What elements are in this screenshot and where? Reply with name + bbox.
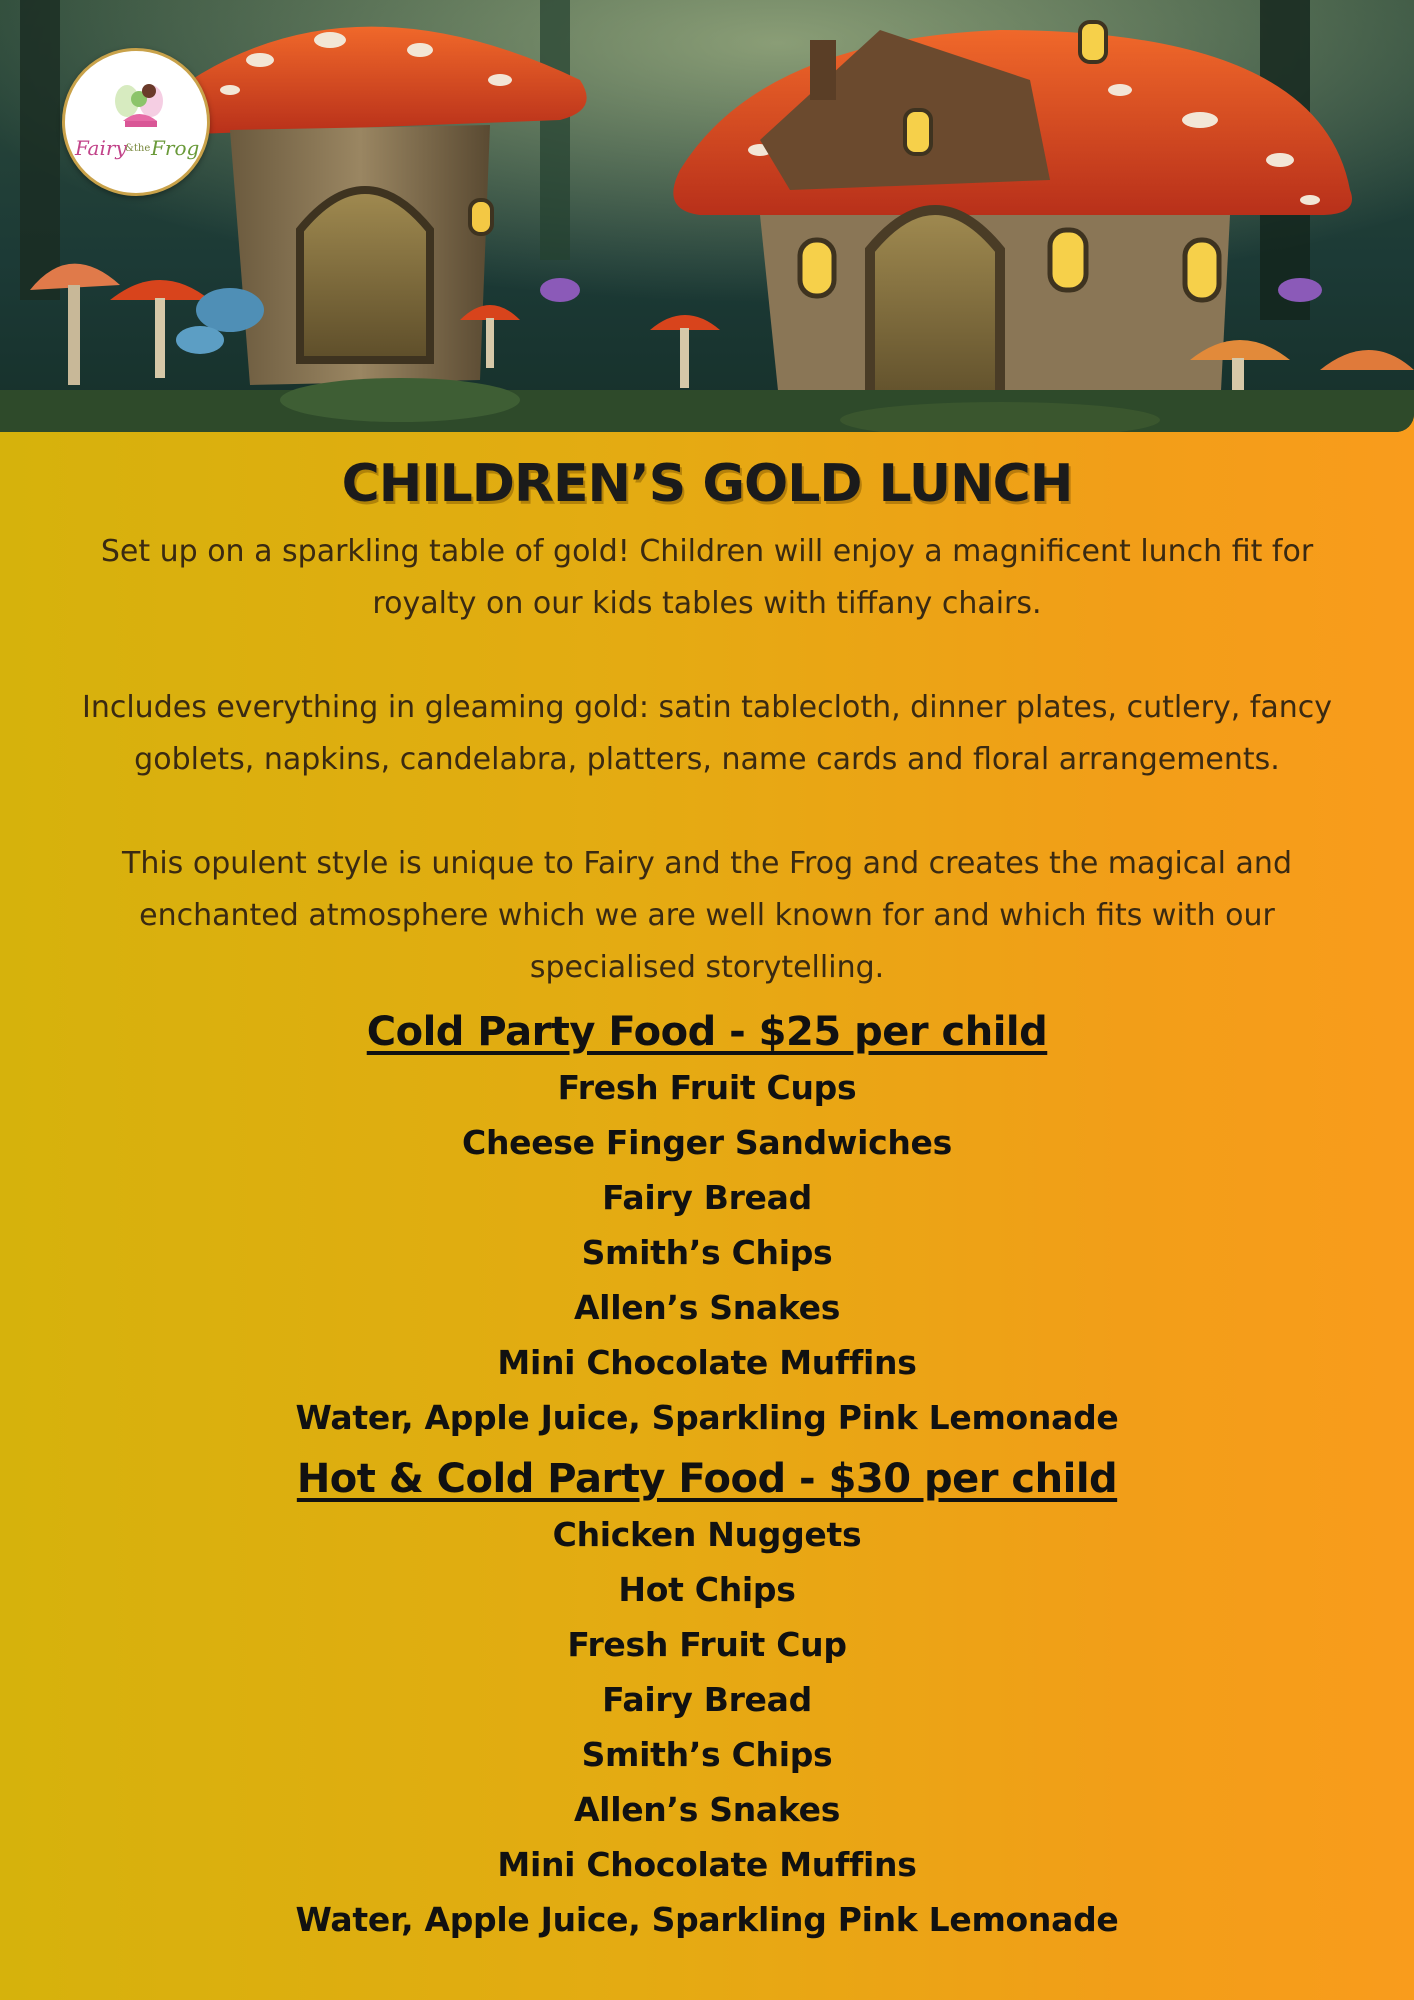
svg-text:Frog: Frog [151, 136, 200, 160]
main-content [0, 432, 1414, 1947]
menu-item: Fresh Fruit Cups [557, 1068, 857, 1107]
svg-text:&the: &the [125, 143, 151, 154]
menu-item: Water, Apple Juice, Sparkling Pink Lemonade [295, 1398, 1119, 1437]
intro-paragraph-2: Includes everything in gleaming gold: satin tablecloth, dinner plates, cutlery, fancy goblets, napkins, candelabra, platters, name cards and floral arrangements. [81, 690, 1333, 777]
intro-paragraph-3: This opulent style is unique to Fairy and the Frog and creates the magical and enchanted atmosphere which we are well known for and which fits with our specialised storytelling. [122, 846, 1292, 985]
svg-text:Fairy: Fairy [75, 136, 127, 160]
menu-item: Hot Chips [618, 1570, 796, 1609]
page-title: CHILDREN’S GOLD LUNCH [341, 454, 1073, 514]
menu-item: Water, Apple Juice, Sparkling Pink Lemonade [295, 1900, 1119, 1939]
fairy-and-frog-logo[interactable] [62, 48, 210, 196]
hot-cold-menu-heading: Hot & Cold Party Food - $30 per child [296, 1456, 1118, 1502]
menu-item: Mini Chocolate Muffins [497, 1343, 917, 1382]
menu-item: Allen’s Snakes [573, 1790, 841, 1829]
hot-cold-menu-list [0, 1507, 1414, 1947]
cold-menu-heading: Cold Party Food - $25 per child [366, 1009, 1048, 1055]
menu-item: Allen’s Snakes [573, 1288, 841, 1327]
cold-menu-list [0, 1060, 1414, 1445]
menu-item: Fairy Bread [602, 1178, 812, 1217]
intro-text [57, 526, 1357, 994]
banner-image [0, 0, 1414, 432]
intro-paragraph-1: Set up on a sparkling table of gold! Children will enjoy a magnificent lunch fit for royalty on our kids tables with tiffany chairs. [100, 534, 1314, 621]
menu-item: Smith’s Chips [581, 1735, 833, 1774]
menu-item: Chicken Nuggets [552, 1515, 862, 1554]
menu-item: Cheese Finger Sandwiches [462, 1123, 952, 1162]
menu-item: Mini Chocolate Muffins [497, 1845, 917, 1884]
mushroom-houses-illustration [0, 0, 1414, 432]
menu-item: Fairy Bread [602, 1680, 812, 1719]
menu-item: Fresh Fruit Cup [567, 1625, 847, 1664]
menu-item: Smith’s Chips [581, 1233, 833, 1272]
